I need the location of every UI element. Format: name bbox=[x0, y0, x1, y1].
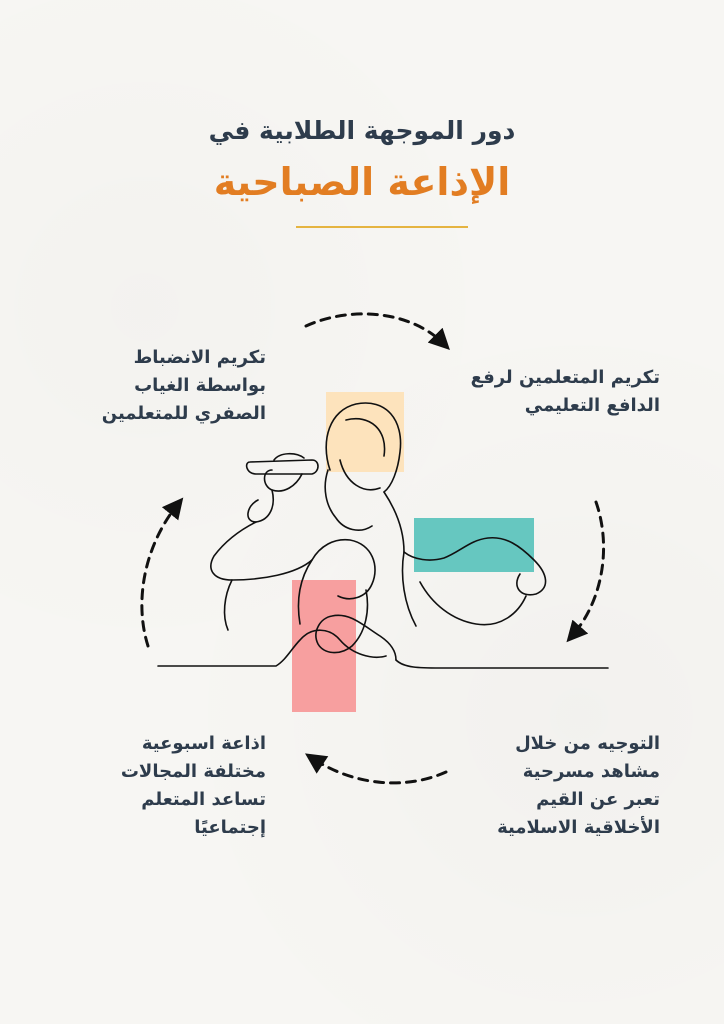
item-bottom-left-line-1: اذاعة اسبوعية bbox=[141, 733, 266, 754]
item-top-left bbox=[96, 344, 266, 428]
item-bottom-left-line-2: مختلفة المجالات bbox=[120, 761, 266, 782]
arrow-bottom-icon bbox=[312, 758, 446, 783]
arrow-top-icon bbox=[306, 314, 444, 344]
title-line-2: الإذاعة الصباحية bbox=[213, 160, 511, 204]
item-bottom-right-line-4: الأخلاقية الاسلامية bbox=[497, 817, 660, 838]
item-bottom-right bbox=[460, 730, 660, 842]
item-bottom-left-line-4: إجتماعيًا bbox=[194, 817, 266, 838]
item-top-right bbox=[460, 364, 660, 420]
arrow-left-icon bbox=[142, 504, 178, 646]
arrow-right-icon bbox=[572, 502, 604, 636]
item-top-left-line-1: تكريم الانضباط bbox=[133, 347, 266, 368]
item-top-left-line-3: الصفري للمتعلمين bbox=[101, 403, 266, 424]
item-bottom-right-line-3: تعبر عن القيم bbox=[536, 789, 660, 810]
title-line-1: دور الموجهة الطلابية في bbox=[208, 116, 516, 145]
item-bottom-right-line-2: مشاهد مسرحية bbox=[522, 761, 660, 782]
item-top-right-line-1: تكريم المتعلمين لرفع bbox=[470, 367, 660, 388]
item-top-right-line-2: الدافع التعليمي bbox=[524, 395, 660, 416]
item-bottom-left-line-3: تساعد المتعلم bbox=[141, 789, 266, 810]
item-bottom-left bbox=[96, 730, 266, 842]
item-top-left-line-2: بواسطة الغياب bbox=[134, 375, 266, 396]
item-bottom-right-line-1: التوجيه من خلال bbox=[515, 733, 660, 754]
peach-block bbox=[326, 392, 404, 472]
